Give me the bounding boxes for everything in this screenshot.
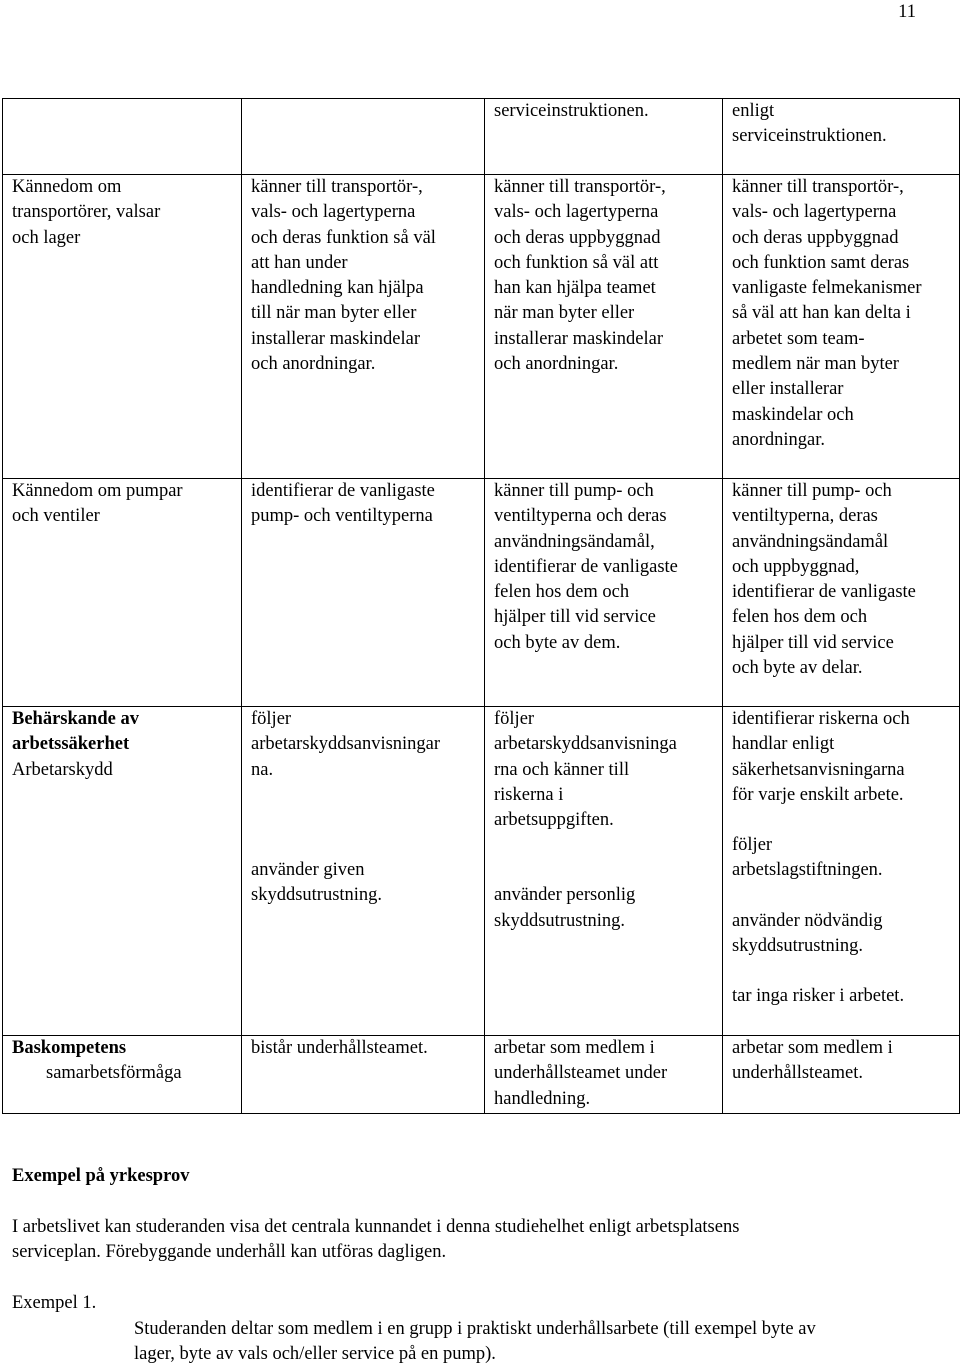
table-cell (723, 479, 960, 707)
table-cell (3, 99, 242, 175)
table-cell (242, 1036, 485, 1114)
table-cell (723, 175, 960, 479)
example-text: Studeranden deltar som medlem i en grupp i praktiskt underhållsarbete (till exempel byte av lager, byte av vals och/eller service på en pump). (134, 1319, 816, 1365)
table-cell (723, 1036, 960, 1114)
table-cell (723, 99, 960, 175)
example-label: Exempel 1. (12, 1293, 97, 1313)
row-label-bold: Behärskande av arbetssäkerhet (12, 709, 139, 755)
page-number: 11 (898, 2, 916, 22)
cell-text: känner till pump- och ventiltyperna och deras användningsändamål, identifierar de vanligaste felen hos dem och hjälper till vid service och byte av dem. (494, 481, 678, 653)
cell-text: följer arbetarskyddsanvisninga rna och känner till riskerna i arbetsuppgiften. (494, 709, 677, 831)
table-row (3, 1036, 960, 1114)
table-row (3, 707, 960, 1036)
cell-text: tar inga risker i arbetet. (732, 986, 905, 1007)
table-row (3, 479, 960, 707)
cell-text: arbetar som medlem i underhållsteamet. (732, 1038, 893, 1084)
row-label: Kännedom om pumpar och ventiler (12, 481, 183, 527)
cell-text: känner till transportör-, vals- och lagertyperna och deras funktion så väl att han under handledning kan hjälpa till när man byter eller installerar maskindelar och anordningar. (251, 177, 436, 375)
table-cell (485, 1036, 723, 1114)
cell-text: följer arbetarskyddsanvisningar na. (251, 709, 441, 780)
row-label-bold: Baskompetens (12, 1038, 127, 1058)
section-paragraph: I arbetslivet kan studeranden visa det centrala kunnandet i denna studiehelhet enligt arbetsplatsens serviceplan. Förebyggande underhåll kan utföras dagligen. (12, 1217, 740, 1263)
table-cell (242, 707, 485, 1036)
cell-text: arbetar som medlem i underhållsteamet under handledning. (494, 1038, 668, 1109)
competence-table (2, 98, 960, 1114)
section-heading: Exempel på yrkesprov (12, 1166, 190, 1186)
table-cell (485, 707, 723, 1036)
table-cell (242, 479, 485, 707)
cell-text: enligt serviceinstruktionen. (732, 101, 887, 147)
cell-text: serviceinstruktionen. (494, 101, 649, 121)
row-label-sub: samarbetsförmåga (46, 1063, 182, 1084)
table-cell (3, 175, 242, 479)
cell-text: använder personlig skyddsutrustning. (494, 885, 636, 931)
table-cell (3, 479, 242, 707)
table-cell (723, 707, 960, 1036)
table-row (3, 175, 960, 479)
cell-text: känner till transportör-, vals- och lagertyperna och deras uppbyggnad och funktion så väl att han kan hjälpa teamet när man byter eller installerar maskindelar och anordningar. (494, 177, 666, 375)
cell-text: känner till pump- och ventiltyperna, deras användningsändamål och uppbyggnad, identifierar de vanligaste felen hos dem och hjälper till vid service och byte av delar. (732, 481, 916, 679)
cell-text: använder nödvändig skyddsutrustning. (732, 910, 883, 957)
cell-text: använder given skyddsutrustning. (251, 859, 383, 906)
table-cell (242, 99, 485, 175)
table-cell (3, 1036, 242, 1114)
table-cell (485, 99, 723, 175)
table-cell (485, 175, 723, 479)
row-label: Kännedom om transportörer, valsar och lager (12, 177, 161, 248)
cell-text: identifierar de vanligaste pump- och ventiltyperna (251, 481, 435, 527)
table-cell (3, 707, 242, 1036)
cell-text: känner till transportör-, vals- och lagertyperna och deras uppbyggnad och funktion samt deras vanligaste felmekanismer så väl att han kan delta i arbetet som team- medlem när man byter eller installerar maskindelar och anordningar. (732, 177, 922, 450)
row-label-sub: Arbetarskydd (12, 759, 113, 780)
cell-text: identifierar riskerna och handlar enligt säkerhetsanvisningarna för varje enskilt arbete. (732, 709, 910, 805)
cell-text: bistår underhållsteamet. (251, 1038, 428, 1058)
table-cell (485, 479, 723, 707)
table-cell (242, 175, 485, 479)
table-row (3, 99, 960, 175)
cell-text: följer arbetslagstiftningen. (732, 835, 883, 881)
